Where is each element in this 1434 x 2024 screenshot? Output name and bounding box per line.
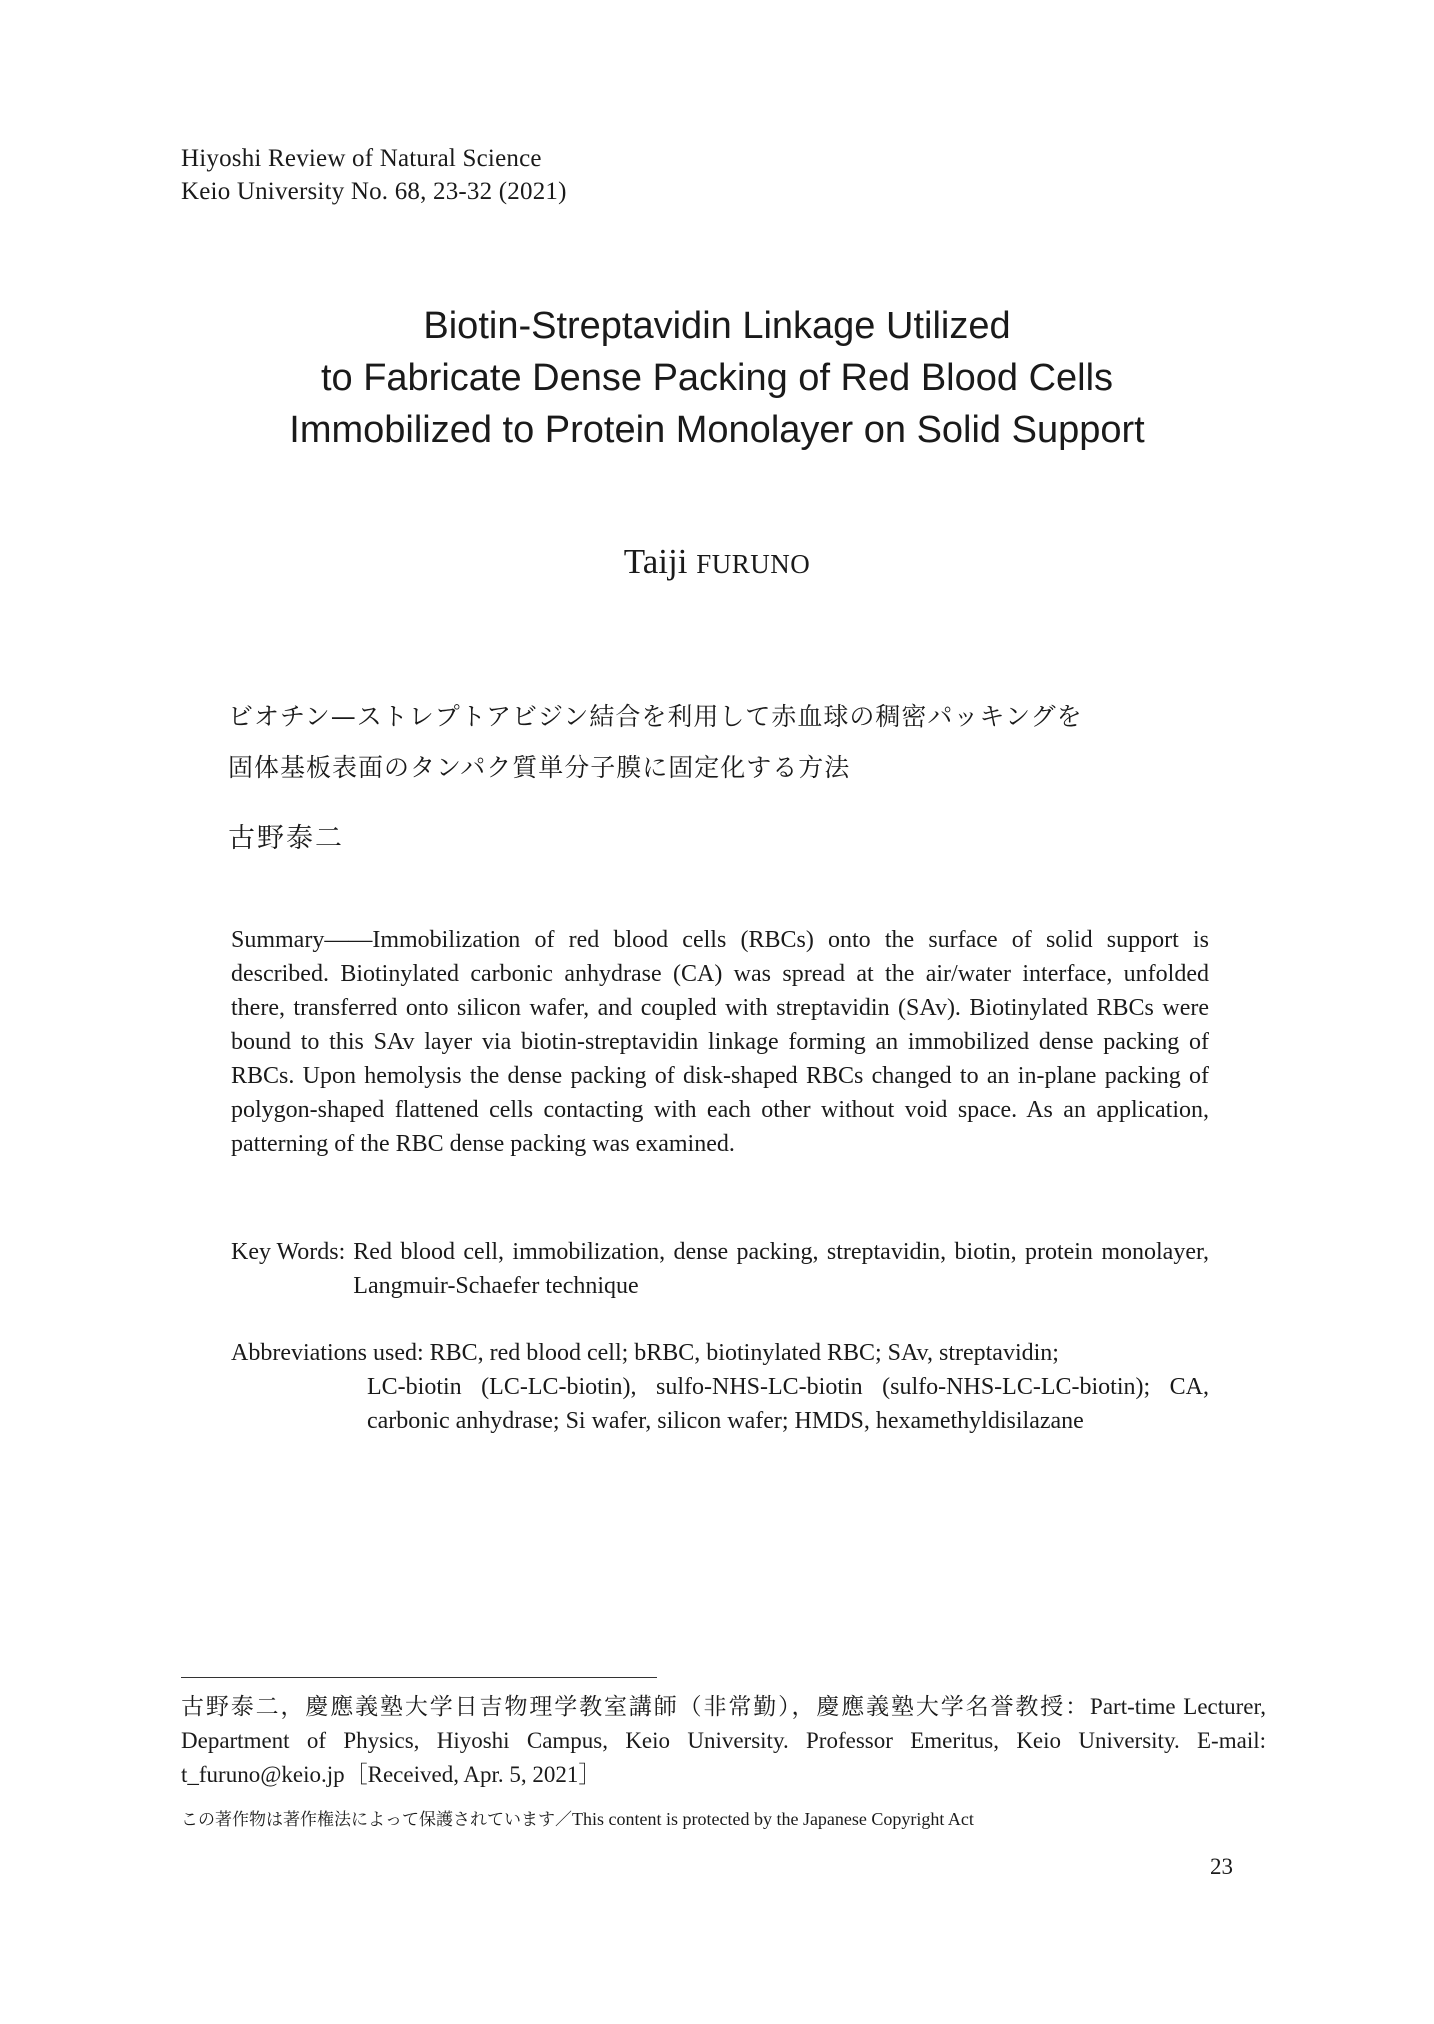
author-footnote: 古野泰二，慶應義塾大学日吉物理学教室講師（非常勤），慶應義塾大学名誉教授：Part-time Lecturer, Department of Physics, Hiyoshi Campus, Keio University. Professor Emeritus, Keio University. E-mail: t_furuno@keio.jp［Received, Apr. 5, 2021］ (181, 1694, 1266, 1787)
keywords-label: Key Words: (231, 1239, 346, 1265)
copyright-japanese: この著作物は著作権法によって保護されています／ (181, 1810, 572, 1830)
page-number: 23 (1210, 1854, 1233, 1879)
journal-name: Hiyoshi Review of Natural Science (181, 145, 542, 172)
author-given-name: Taiji (623, 542, 688, 581)
title-line-1: Biotin-Streptavidin Linkage Utilized (423, 305, 1011, 347)
footnote-divider (181, 1677, 657, 1678)
copyright-notice (181, 1806, 974, 1833)
summary-section (231, 923, 1209, 1161)
abbreviations-first-line: RBC, red blood cell; bRBC, biotinylated RBC; SAv, streptavidin; (429, 1340, 1059, 1366)
abbreviations-section (231, 1336, 1209, 1438)
keywords-section (231, 1235, 1209, 1303)
title-line-2: to Fabricate Dense Packing of Red Blood Cells (320, 357, 1114, 399)
japanese-title-line-1: ビオチン—ストレプトアビジン結合を利用して赤血球の稠密パッキングを (228, 702, 1083, 731)
author-family-name: FURUNO (696, 549, 811, 579)
paper-title (0, 300, 1434, 456)
abbreviations-text: LC-biotin (LC-LC-biotin), sulfo-NHS-LC-biotin (sulfo-NHS-LC-LC-biotin); CA, carbonic anhydrase; Si wafer, silicon wafer; HMDS, hexamethyldisilazane (367, 1374, 1209, 1434)
copyright-english: This content is protected by the Japanese Copyright Act (572, 1809, 974, 1829)
japanese-title-line-2: 固体基板表面のタンパク質単分子膜に固定化する方法 (228, 753, 851, 782)
japanese-author: 古野泰二 (228, 823, 344, 854)
keywords-text: Red blood cell, immobilization, dense packing, streptavidin, biotin, protein monolayer, Langmuir-Schaefer technique (353, 1239, 1209, 1299)
summary-text: Summary――Immobilization of red blood cells (RBCs) onto the surface of solid support is described. Biotinylated carbonic anhydrase (CA) was spread at the air/water interface, unfolded there, transferred onto silicon wafer, and coupled with streptavidin (SAv). Biotinylated RBCs were bound to this SAv layer via biotin-streptavidin linkage forming an immobilized dense packing of RBCs. Upon hemolysis the dense packing of disk-shaped RBCs changed to an in-plane packing of polygon-shaped flattened cells contacting with each other without void space. As an application, patterning of the RBC dense packing was examined. (231, 927, 1209, 1157)
title-line-3: Immobilized to Protein Monolayer on Solid Support (289, 409, 1145, 451)
author-name (0, 541, 1434, 585)
abbreviations-label: Abbreviations used: (231, 1340, 424, 1366)
journal-issue: Keio University No. 68, 23-32 (2021) (181, 178, 567, 205)
